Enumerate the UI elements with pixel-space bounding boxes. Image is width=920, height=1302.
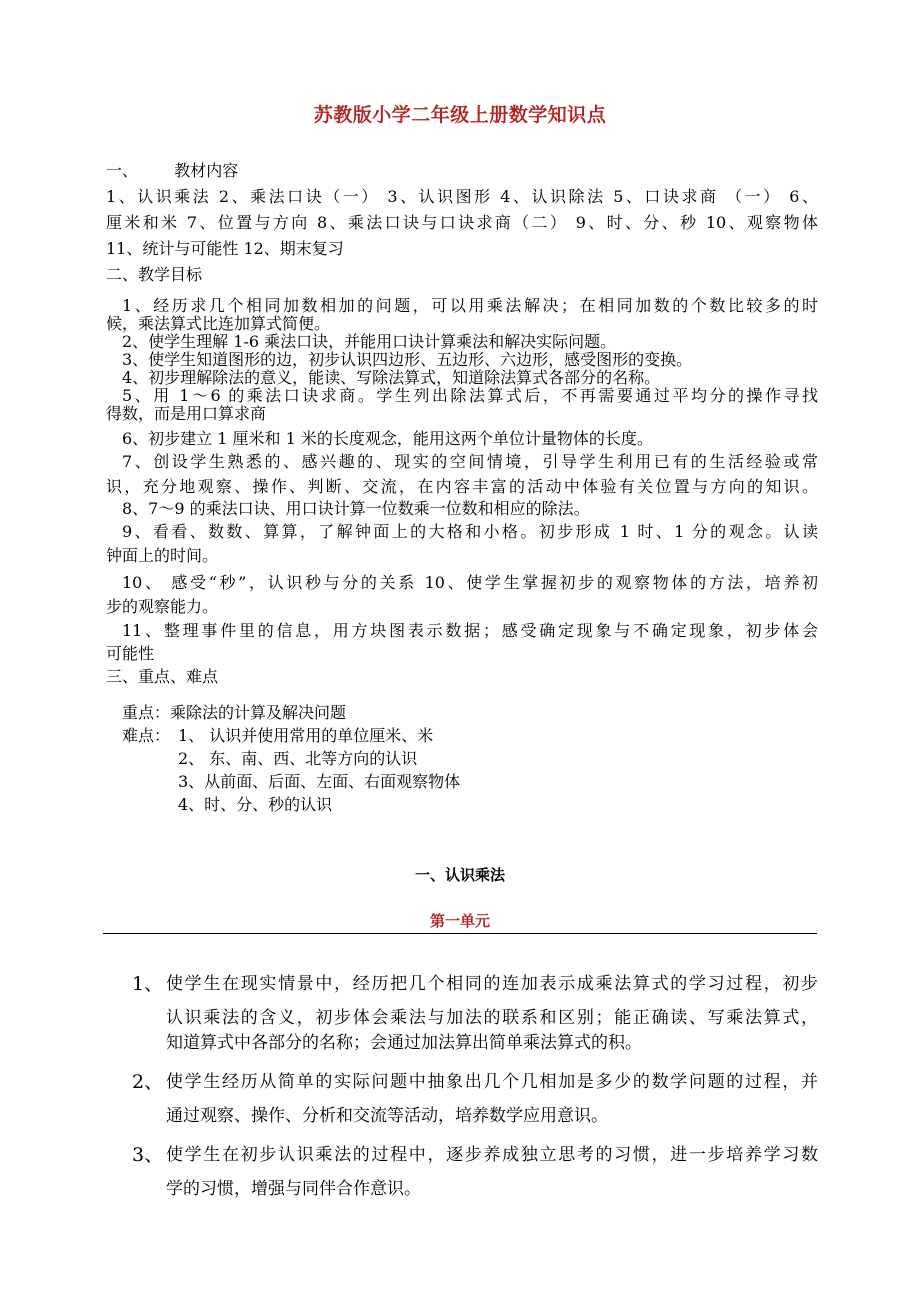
goal-line: 学的习惯，增强与同伴合作意识。 — [166, 1179, 421, 1199]
goal-line: 通过观察、操作、分析和交流等活动，培养数学应用意识。 — [166, 1106, 608, 1126]
objective-line: 4、初步理解除法的意义，能读、写除法算式，知道除法算式各部分的名称。 — [122, 368, 661, 387]
goal-line: 使学生在现实情景中，经历把几个相同的连加表示成乘法算式的学习过程，初步 — [166, 974, 818, 994]
objective-line: 11、整理事件里的信息，用方块图表示数据；感受确定现象与不确定现象，初步体会 — [122, 621, 818, 640]
objective-line: 识，充分地观察、操作、判断、交流，在内容丰富的活动中体验有关位置与方向的知识。 — [106, 477, 818, 496]
section1-heading-text: 教材内容 — [174, 161, 239, 180]
section3-heading: 三、重点、难点 — [106, 667, 219, 686]
goal-line: 认识乘法的含义，初步体会乘法与加法的联系和区别；能正确读、写乘法算式， — [166, 1008, 818, 1028]
objective-line: 候，乘法算式比连加算式简便。 — [106, 314, 331, 333]
section1-heading — [106, 161, 238, 181]
key-point: 重点：乘除法的计算及解决问题 — [122, 703, 347, 722]
contents-line: 11、统计与可能性 12、期末复习 — [106, 239, 344, 258]
difficulty-item: 4、时、分、秒的认识 — [178, 795, 333, 814]
section2-heading: 二、教学目标 — [106, 265, 203, 284]
difficulty-item: 1、 认识并使用常用的单位厘米、米 — [178, 726, 434, 745]
chapter-heading: 一、认识乘法 — [414, 866, 505, 884]
objective-line: 8、7～9 的乘法口诀、用口诀计算一位数乘一位数和相应的除法。 — [122, 499, 590, 518]
goal-number: 1、 — [132, 973, 164, 995]
objective-line: 1、经历求几个相同加数相加的问题，可以用乘法解决；在相同加数的个数比较多的时 — [122, 296, 818, 315]
contents-line: 1、认识乘法 2、乘法口诀（一） 3、认识图形 4、认识除法 5、口诀求商 （一） 6、 — [106, 187, 818, 206]
difficulty-item: 2、 东、南、西、北等方向的认识 — [178, 749, 418, 768]
objective-line: 可能性 — [106, 644, 155, 663]
objective-line: 步的观察能力。 — [106, 597, 219, 616]
goal-line: 使学生经历从简单的实际问题中抽象出几个几相加是多少的数学问题的过程，并 — [166, 1072, 818, 1092]
objective-line: 5、用 1～6 的乘法口诀求商。学生列出除法算式后，不再需要通过平均分的操作寻找 — [122, 386, 818, 405]
objective-line: 10、 感受“秒”，认识秒与分的关系 10、使学生掌握初步的观察物体的方法，培养初 — [122, 573, 818, 592]
unit-heading: 第一单元 — [429, 912, 490, 930]
section1-heading-num: 一、 — [106, 161, 139, 180]
objective-line: 9、看看、数数、算算，了解钟面上的大格和小格。初步形成 1 时、1 分的观念。认读 — [122, 522, 818, 541]
difficulty-label: 难点： — [122, 726, 171, 745]
objective-line: 2、使学生理解 1-6 乘法口诀，并能用口诀计算乘法和解决实际问题。 — [122, 332, 617, 351]
objective-line: 6、初步建立 1 厘米和 1 米的长度观念，能用这两个单位计量物体的长度。 — [122, 429, 653, 448]
contents-line: 厘米和米 7、位置与方向 8、乘法口诀与口诀求商（二） 9、时、分、秒 10、观察物体 — [106, 213, 818, 232]
goal-line: 使学生在初步认识乘法的过程中，逐步养成独立思考的习惯，进一步培养学习数 — [166, 1145, 818, 1165]
goal-number: 3、 — [132, 1144, 164, 1166]
divider-line — [103, 933, 817, 934]
difficulty-item: 3、从前面、后面、左面、右面观察物体 — [178, 772, 461, 791]
objective-line: 钟面上的时间。 — [106, 546, 219, 565]
objective-line: 7、创设学生熟悉的、感兴趣的、现实的空间情境，引导学生利用已有的生活经验或常 — [122, 452, 818, 471]
document-title: 苏教版小学二年级上册数学知识点 — [313, 104, 607, 126]
goal-number: 2、 — [132, 1071, 164, 1093]
objective-line: 得数，而是用口算求商 — [106, 404, 267, 423]
goal-line: 知道算式中各部分的名称；会通过加法算出简单乘法算式的积。 — [166, 1033, 642, 1053]
objective-line: 3、使学生知道图形的边，初步认识四边形、五边形、六边形，感受图形的变换。 — [122, 350, 693, 369]
